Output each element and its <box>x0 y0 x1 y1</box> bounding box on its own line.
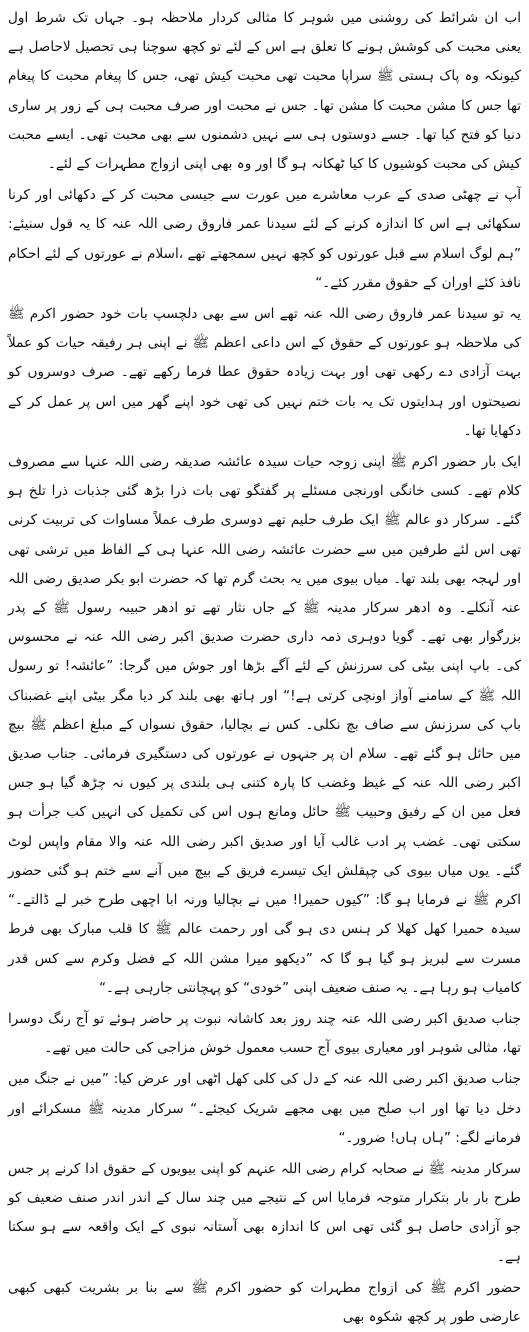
paragraph-rights-of-women: یہ تو سیدنا عمر فاروق رضی اللہ عنہ تھے اس سے بھی دلچسپ بات خود حضور اکرم ﷺ کی ملاحظہ ہو عورتوں کے حقوق کے اس داعی اعظم ﷺ نے اپنی ہر رفیقہ حیات کو عملاً بہت آزادی دے رکھی تھی اور بہت زیادہ حقوق عطا فرما رکھے تھے۔ صرف دوسروں کو نصیحتوں اور ہدایتوں تک یہ بات ختم نہیں کی تھی خود اپنے گھر میں اس پر عمل کر کے دکھایا تھا۔ <box>8 306 521 439</box>
paragraph-husband-love: اب ان شرائط کی روشنی میں شوہر کا مثالی کردار ملاحظہ ہو۔ جہاں تک شرط اول یعنی محبت کی کوشش ہونے کا تعلق ہے اس کے لئے تو کچھ سوچنا ہی تحصیل لاحاصل ہے کیونکہ وہ پاک ہستی ﷺ سراپا محبت تھی محبت کیش تھی، جس کا پیغام محبت کا پیغام تھا جس کا مشن محبت کا مشن تھا۔ جس نے محبت اور صرف محبت ہی کے زور پر ساری دنیا کو فتح کیا تھا۔ جسے دوستوں ہی سے نہیں دشمنوں سے بھی محبت تھی۔ ایسے محبت کیش کی محبت کوشیوں کا کیا ٹھکانہ ہو گا اور وہ بھی اپنی ازواج مطہرات کے لئے۔ <box>8 10 521 173</box>
paragraph-reconciliation: جناب صدیق اکبر رضی اللہ عنہ کے دل کی کلی کھل اٹھی اور عرض کیا: ”میں نے جنگ میں دخل دیا تھا اور اب صلح میں بھی مجھے شریک کیجئے۔“ سرکار مدینہ ﷺ مسکرائے اور فرمانے لگے: ”ہاں ہاں! ضرور۔“ <box>8 1071 521 1146</box>
paragraph-companions-rights: سرکار مدینہ ﷺ نے صحابہ کرام رضی اللہ عنہم کو اپنی بیویوں کے حقوق ادا کرنے پر جس طرح بار بار بتکرار متوجہ فرمایا اس کے نتیجے میں چند سال کے اندر اندر صنف ضعیف کو جو آزادی حاصل ہو گئی تھی اس کا اندازہ بھی آستانہ نبوی کے ایک واقعہ سے ہو سکتا ہے۔ <box>8 1160 521 1265</box>
paragraph-wives-complaint: حضور اکرم ﷺ کی ازواج مطہرات کو حضور اکرم ﷺ سے بنا بر بشریت کبھی کبھی عارضی طور پر کچھ شکوہ بھی <box>8 1279 521 1325</box>
paragraph-aisha-incident: ایک بار حضور اکرم ﷺ اپنی زوجہ حیات سیدہ عائشہ صدیقہ رضی اللہ عنہا سے مصروف کلام تھے۔ کسی خانگی اورنجی مسئلے پر گفتگو تھی بات ذرا بڑھ گئی جذبات ذرا تلخ ہو گئے۔ سرکار دو عالم ﷺ ایک طرف حلیم تھے دوسری طرف عملاً مساوات کی تربیت کرنی تھی اس لئے طرفین میں سے حضرت عائشہ رضی اللہ عنہا ہی کے الفاظ میں ترشی تھی اور لہجہ بھی بلند تھا۔ میاں بیوی میں یہ بحث گرم تھا کہ حضرت ابو بکر صدیق رضی اللہ عنہ آنکلے۔ وہ ادھر سرکار مدینہ ﷺ کے جاں نثار تھے تو ادھر حبیبہ رسول ﷺ کے پدر بزرگوار بھی تھے۔ گویا دوہری ذمہ داری حضرت صدیق اکبر رضی اللہ عنہ نے محسوس کی۔ باپ اپنی بیٹی کی سرزنش کے لئے آگے بڑھا اور جوش میں گرجا: ”عائشہ! تو رسول اللہ ﷺ کے سامنے آواز اونچی کرتی ہے!“ اور ہاتھ بھی بلند کر دیا مگر بیٹی اپنے غضبناک باپ کی سرزنش سے صاف بچ نکلی۔ کس نے بچالیا، حقوق نسواں کے مبلغ اعظم ﷺ بیچ میں حائل ہو گئے تھے۔ سلام ان پر جنہوں نے عورتوں کی دستگیری فرمائی۔ جناب صدیق اکبر رضی اللہ عنہ کے غیظ وغضب کا پارہ کتنی ہی بلندی پر کیوں نہ چڑھ گیا ہو جس فعل میں ان کے رفیق وحبیب ﷺ حائل ومانع ہوں اس کی تکمیل کی انہیں کب جرأت ہو سکتی تھی۔ غضب پر ادب غالب آیا اور صدیق اکبر رضی اللہ عنہ والا مقام واپس لوٹ گئے۔ یوں میاں بیوی کی چپقلش ایک تیسرے فریق کے بیچ میں آنے سے ختم ہو گئی حضور اکرم ﷺ نے فرمایا ہو گا: ”کیوں حمیرا! میں نے بچالیا ورنہ ابا اچھی طرح خبر لے ڈالتے۔“ سیدہ حمیرا کھل کھلا کر ہنس دی ہو گی اور رحمت عالم ﷺ کا قلب مبارک بھی فرط مسرت سے لبریز ہو گیا ہو گا کہ ”دیکھو میرا مشن اللہ کے فضل وکرم سے کس قدر کامیاب ہو رہا ہے۔ یہ صنف ضعیف اپنی ”خودی“ کو پہچانتی جارہی ہے۔“ <box>8 454 521 996</box>
paragraph-umar-quote: آپ نے چھٹی صدی کے عرب معاشرے میں عورت سے جیسی محبت کر کے دکھائی اور کرنا سکھائی ہے اس کا اندازہ کرنے کے لئے سیدنا عمر فاروق رضی اللہ عنہ کا یہ قول سنیئے: ”ہم لوگ اسلام سے قبل عورتوں کو کچھ نہیں سمجھتے تھے ،اسلام نے عورتوں کے لئے احکام نافذ کئے اوران کے حقوق مقرر کئے۔“ <box>8 187 521 291</box>
paragraph-abu-bakr-visit: جناب صدیق اکبر رضی اللہ عنہ چند روز بعد کاشانہ نبوت پر حاضر ہوئے تو آج رنگ دوسرا تھا، مثالی شوہر اور معیاری بیوی آج حسب معمول خوش مزاجی کی حالت میں تھے۔ <box>8 1010 521 1057</box>
